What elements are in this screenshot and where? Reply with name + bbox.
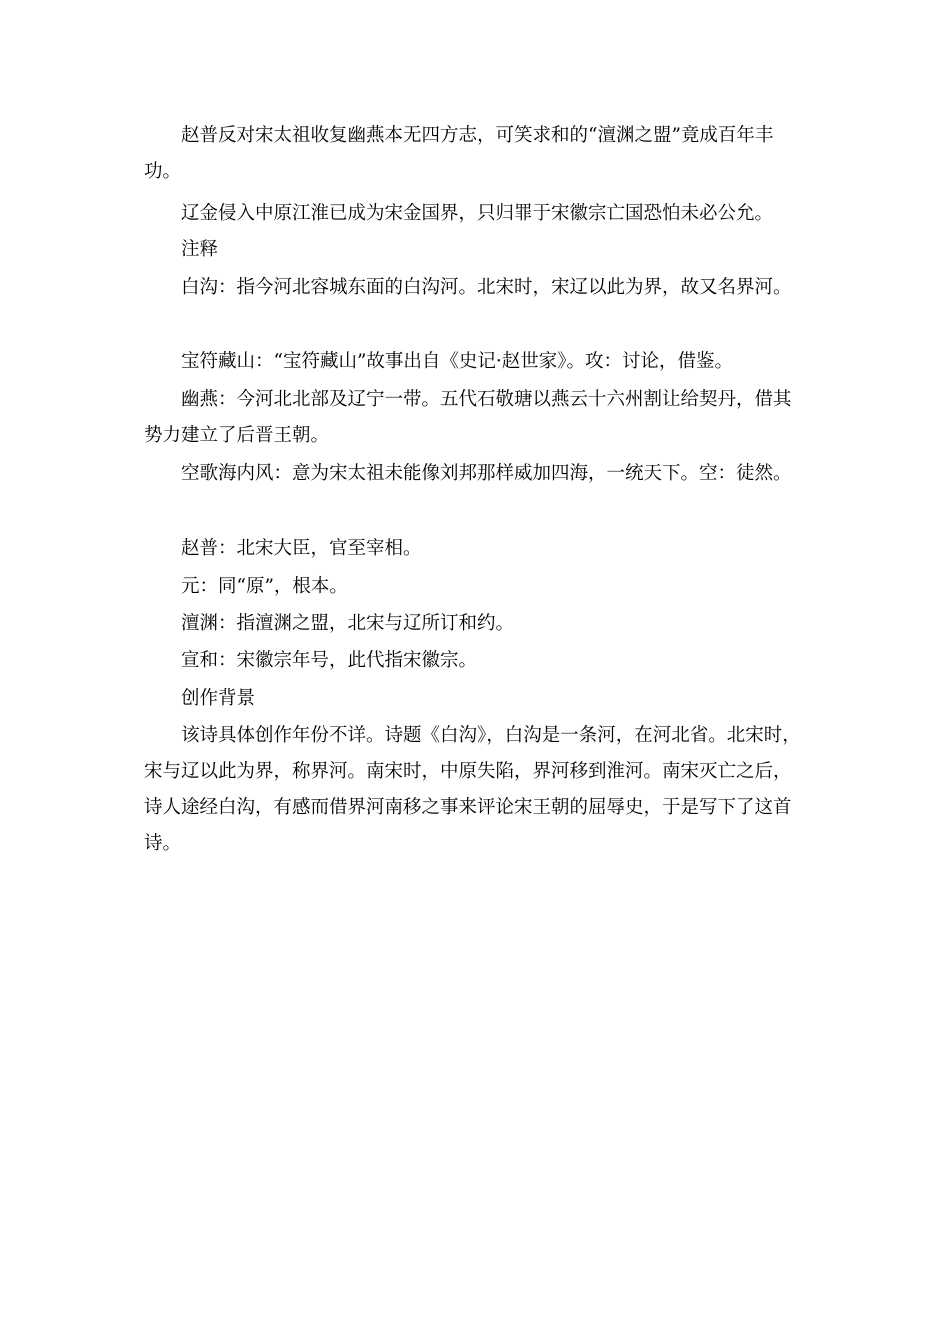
note-yuan: 元：同“原”，根本。: [181, 576, 348, 597]
heading-notes: 注释: [181, 239, 219, 260]
note-baofu-cangshan: 宝符藏山：“宝符藏山”故事出自《史记·赵世家》。攻：讨论，借鉴。: [181, 351, 734, 372]
paragraph-liao-jin-summary: 辽金侵入中原江淮已成为宋金国界，只归罪于宋徽宗亡国恐怕未必公允。: [181, 203, 774, 224]
paragraph-zhao-pu-summary: 赵普反对宋太祖收复幽燕本无四方志，可笑求和的“澶渊之盟”竟成百年丰功。: [144, 125, 774, 182]
note-zhao-pu: 赵普：北宋大臣，官至宰相。: [181, 538, 422, 559]
note-kongge-haineifeng: 空歌海内风：意为宋太祖未能像刘邦那样威加四海，一统天下。空：徒然。: [181, 463, 792, 484]
note-youyan: 幽燕：今河北北部及辽宁一带。五代石敬瑭以燕云十六州割让给契丹，借其势力建立了后晋王朝。: [144, 389, 792, 446]
note-chanyuan: 澶渊：指澶渊之盟，北宋与辽所订和约。: [181, 613, 515, 634]
note-xuanhe: 宣和：宋徽宗年号，此代指宋徽宗。: [181, 650, 478, 671]
note-baigou: 白沟：指今河北容城东面的白沟河。北宋时，宋辽以此为界，故又名界河。: [181, 277, 792, 298]
paragraph-background: 该诗具体创作年份不详。诗题《白沟》，白沟是一条河，在河北省。北宋时，宋与辽以此为界，称界河。南宋时，中原失陷，界河移到淮河。南宋灭亡之后，诗人途经白沟，有感而借界河南移之事来评论宋王朝的屈辱史，于是写下了这首诗。: [144, 725, 801, 854]
heading-background: 创作背景: [181, 688, 256, 709]
